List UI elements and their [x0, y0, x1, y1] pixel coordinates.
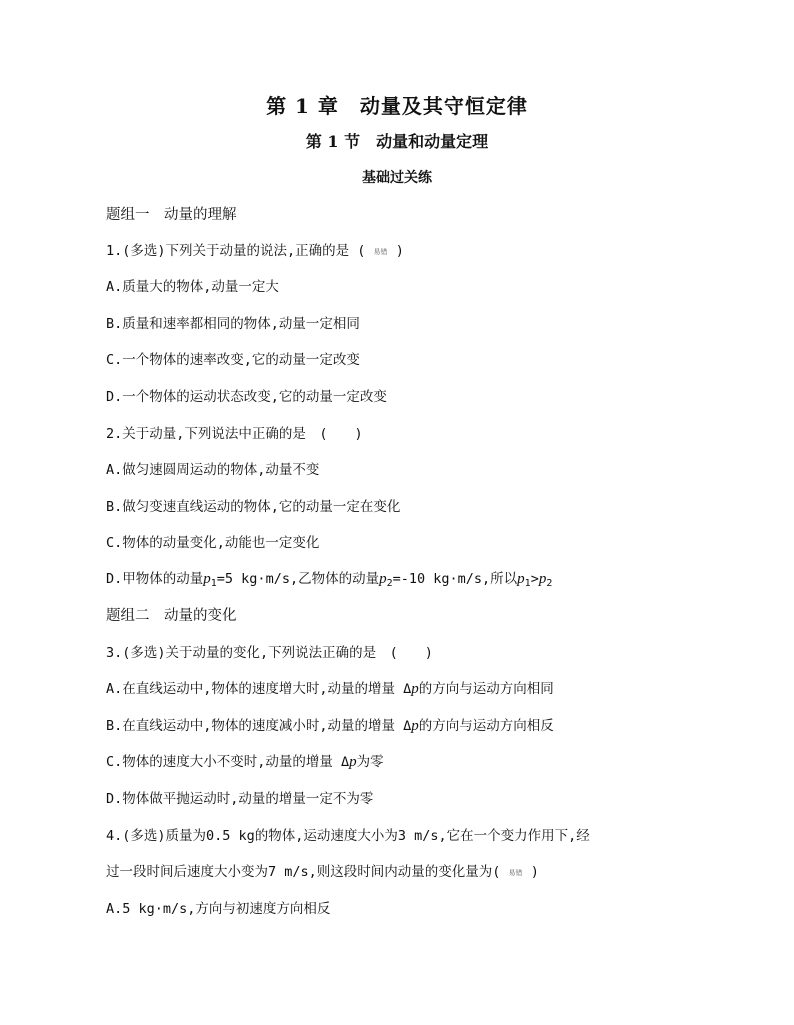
q3-option-b	[106, 716, 554, 736]
q4-error-mark: 易错	[508, 869, 523, 877]
q1-stem-text: 1.(多选)下列关于动量的说法,正确的是 (	[106, 243, 366, 259]
q4-paren-close: )	[530, 864, 539, 880]
delta-symbol: Δ	[403, 681, 412, 697]
q3-a-text-2: 的方向与运动方向相同	[418, 681, 554, 697]
section-title: 第 1 节 动量和动量定理	[305, 132, 489, 151]
question-4-stem-line-2	[106, 862, 539, 884]
q3-option-c	[106, 752, 384, 772]
delta-symbol: Δ	[341, 754, 350, 770]
subscript-2: 2	[386, 578, 393, 589]
q4-stem-text: 过一段时间后速度大小变为7 m/s,则这段时间内动量的变化量为(	[106, 864, 501, 880]
q1-option-b: B.质量和速率都相同的物体,动量一定相同	[106, 316, 360, 332]
p-symbol: p	[411, 681, 419, 697]
question-3-stem: 3.(多选)关于动量的变化,下列说法正确的是 ( )	[106, 645, 433, 661]
subsection-title: 基础过关练	[362, 170, 432, 186]
q3-a-text-1: A.在直线运动中,物体的速度增大时,动量的增量	[106, 681, 396, 697]
p-symbol: p	[517, 571, 525, 587]
q1-paren-close: )	[395, 243, 404, 259]
q1-error-mark: 易错	[373, 248, 388, 256]
p-symbol: p	[411, 718, 419, 734]
question-4-stem-line-1: 4.(多选)质量为0.5 kg的物体,运动速度大小为3 m/s,它在一个变力作用下,经	[106, 828, 590, 844]
subscript-1: 1	[524, 578, 531, 589]
q3-c-text-2: 为零	[356, 754, 384, 770]
greater-than: >	[530, 571, 539, 587]
group-heading-2: 题组二 动量的变化	[106, 608, 237, 624]
subscript-1: 1	[210, 578, 217, 589]
q2-option-c: C.物体的动量变化,动能也一定变化	[106, 535, 320, 551]
question-1-stem	[106, 241, 404, 263]
q2-d-text-3: =-10 kg·m/s,所以	[392, 571, 518, 587]
q3-b-text-1: B.在直线运动中,物体的速度减小时,动量的增量	[106, 718, 396, 734]
q2-option-a: A.做匀速圆周运动的物体,动量不变	[106, 462, 320, 478]
subscript-2: 2	[546, 578, 553, 589]
q2-d-text-1: D.甲物体的动量	[106, 571, 204, 587]
delta-symbol: Δ	[403, 718, 412, 734]
p-symbol: p	[203, 571, 211, 587]
p-symbol: p	[538, 571, 547, 587]
q2-d-text-2: =5 kg·m/s,乙物体的动量	[216, 571, 380, 587]
p-symbol: p	[349, 754, 357, 770]
q3-option-a	[106, 679, 554, 699]
group-heading-1: 题组一 动量的理解	[106, 207, 237, 223]
q1-option-d: D.一个物体的运动状态改变,它的动量一定改变	[106, 389, 387, 405]
question-2-stem: 2.关于动量,下列说法中正确的是 ( )	[106, 426, 363, 442]
q4-option-a: A.5 kg·m/s,方向与初速度方向相反	[106, 901, 331, 917]
p-symbol: p	[379, 571, 387, 587]
q1-option-c: C.一个物体的速率改变,它的动量一定改变	[106, 352, 360, 368]
q3-option-d: D.物体做平抛运动时,动量的增量一定不为零	[106, 791, 374, 807]
q3-c-text-1: C.物体的速度大小不变时,动量的增量	[106, 754, 333, 770]
q2-option-d	[106, 569, 552, 594]
q3-b-text-2: 的方向与运动方向相反	[418, 718, 554, 734]
q1-option-a: A.质量大的物体,动量一定大	[106, 279, 279, 295]
q2-option-b: B.做匀变速直线运动的物体,它的动量一定在变化	[106, 499, 401, 515]
chapter-title: 第 1 章 动量及其守恒定律	[266, 94, 528, 118]
